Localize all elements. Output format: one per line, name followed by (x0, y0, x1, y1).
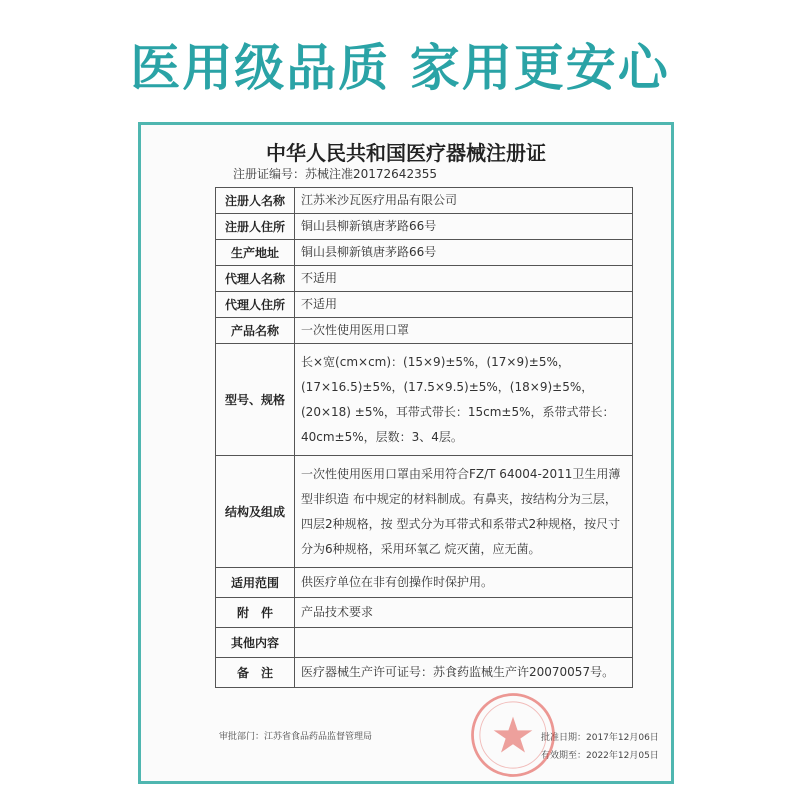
row-value (295, 628, 633, 658)
certificate-table (215, 187, 633, 688)
table-row (216, 266, 633, 292)
certificate-title: 中华人民共和国医疗器械注册证 (266, 141, 546, 165)
banner-headline: 医用级品质 家用更安心 (130, 39, 670, 97)
row-value: 不适用 (295, 292, 633, 318)
row-value: 不适用 (295, 266, 633, 292)
row-value: 供医疗单位在非有创操作时保护用。 (295, 568, 633, 598)
row-value: 江苏米沙瓦医疗用品有限公司 (295, 188, 633, 214)
row-label: 代理人名称 (216, 266, 295, 292)
table-row (216, 292, 633, 318)
registration-number: 注册证编号：苏械注准20172642355 (233, 167, 437, 181)
row-label: 适用范围 (216, 568, 295, 598)
row-label: 生产地址 (216, 240, 295, 266)
table-row (216, 658, 633, 688)
table-row (216, 344, 633, 456)
row-value: 一次性使用医用口罩由采用符合FZ/T 64004-2011卫生用薄型非织造 布中规定的材料制成。有鼻夹，按结构分为三层，四层2种规格，按 型式分为耳带式和系带式2种规格，按尺寸分为6种规格，采用环氧乙 烷灭菌，应无菌。 (295, 456, 633, 568)
row-label: 产品名称 (216, 318, 295, 344)
certificate-frame (138, 122, 674, 784)
row-value: 医疗器械生产许可证号：苏食药监械生产许20070057号。 (295, 658, 633, 688)
row-label: 注册人住所 (216, 214, 295, 240)
row-label: 代理人住所 (216, 292, 295, 318)
table-row (216, 318, 633, 344)
official-seal-icon (467, 689, 559, 781)
row-label: 附 件 (216, 598, 295, 628)
table-row (216, 188, 633, 214)
table-row (216, 240, 633, 266)
table-row (216, 456, 633, 568)
row-label: 其他内容 (216, 628, 295, 658)
row-label: 型号、规格 (216, 344, 295, 456)
row-label: 注册人名称 (216, 188, 295, 214)
table-row (216, 568, 633, 598)
table-row (216, 628, 633, 658)
valid-until-date: 有效期至：2022年12月05日 (541, 751, 659, 761)
table-row (216, 214, 633, 240)
row-label: 结构及组成 (216, 456, 295, 568)
issuing-authority: 审批部门：江苏省食品药品监督管理局 (219, 732, 373, 742)
row-value: 产品技术要求 (295, 598, 633, 628)
row-value: 铜山县柳新镇唐茅路66号 (295, 240, 633, 266)
row-value: 长×宽(cm×cm)：(15×9)±5%，(17×9)±5%，(17×16.5)±5%，(17.5×9.5)±5%，(18×9)±5%，(20×18) ±5%，耳带式带长：15cm±5%，系带式带长：40cm±5%，层数：3、4层。 (295, 344, 633, 456)
row-value: 一次性使用医用口罩 (295, 318, 633, 344)
approval-date: 批准日期：2017年12月06日 (541, 733, 659, 743)
table-row (216, 598, 633, 628)
row-value: 铜山县柳新镇唐茅路66号 (295, 214, 633, 240)
row-label: 备 注 (216, 658, 295, 688)
